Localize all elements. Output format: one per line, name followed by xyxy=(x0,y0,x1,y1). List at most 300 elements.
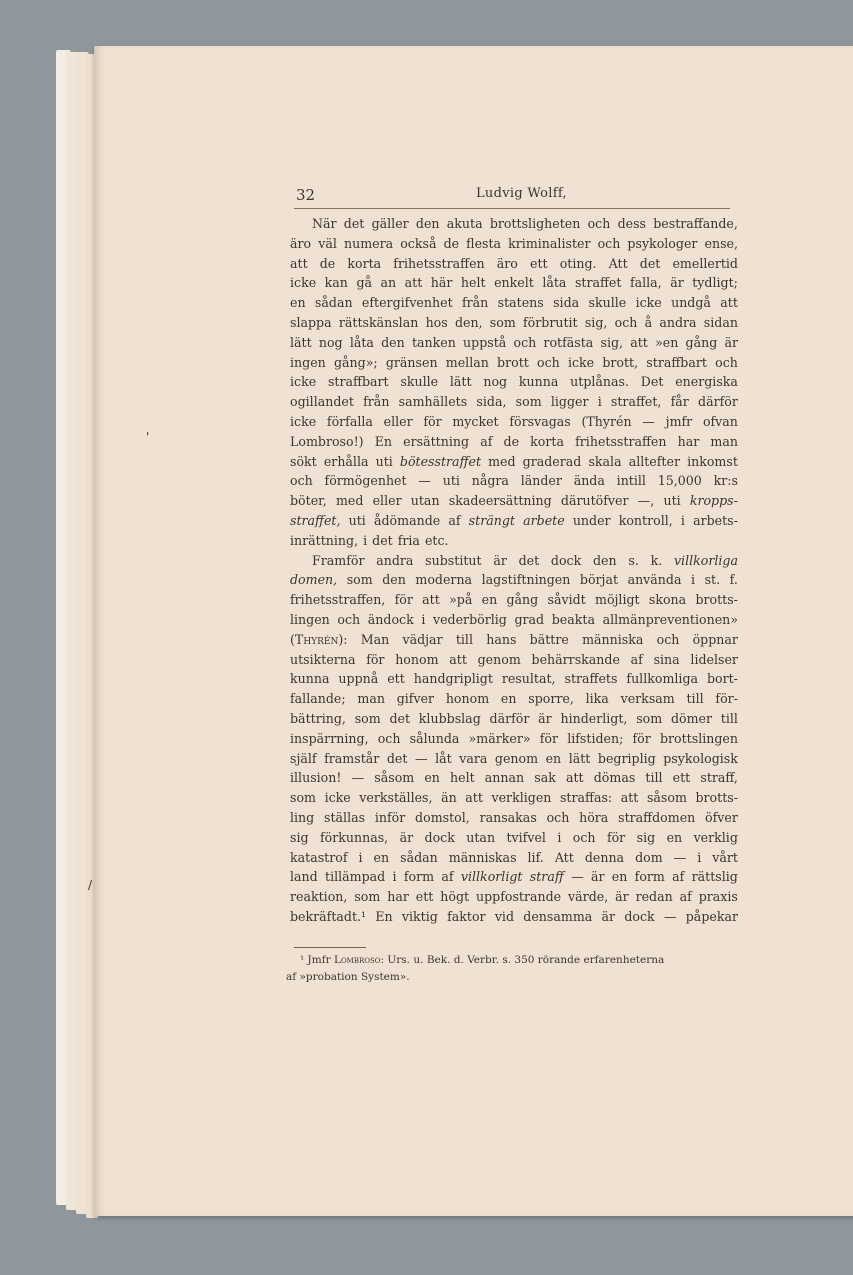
word: straffbart xyxy=(646,354,707,370)
word: reaktion, xyxy=(290,889,348,905)
text-line xyxy=(290,650,738,670)
word: resultat, xyxy=(501,671,556,687)
word: lifstiden; xyxy=(567,730,624,746)
word: låta xyxy=(542,275,567,291)
word: är xyxy=(601,908,616,924)
word: i xyxy=(392,869,397,885)
word: erfarenheterna xyxy=(583,954,665,966)
word: icke xyxy=(290,374,317,390)
word: låta xyxy=(349,334,374,350)
word: Bek. xyxy=(426,954,454,966)
word: »probation xyxy=(299,971,361,983)
word: af xyxy=(672,869,685,885)
word: det xyxy=(343,216,365,231)
word: helt xyxy=(450,770,475,786)
word: straffdomen xyxy=(618,809,696,825)
word: bötesstraffet xyxy=(399,453,481,469)
word: och xyxy=(377,730,401,746)
word: straffets xyxy=(564,671,618,687)
word: brott xyxy=(497,354,529,370)
word: moderna xyxy=(415,572,473,588)
word: dock xyxy=(550,552,582,568)
word: låt xyxy=(435,750,452,766)
word: skona xyxy=(648,592,687,608)
word: äro xyxy=(290,235,312,251)
text-line xyxy=(290,412,738,432)
text-line xyxy=(290,828,738,848)
word: 15,000 xyxy=(657,473,702,489)
word: tanken xyxy=(411,334,456,350)
word: ett xyxy=(672,770,691,786)
word: — xyxy=(351,770,365,786)
word: rörande xyxy=(537,954,584,966)
word: lif. xyxy=(527,849,544,865)
word: sig xyxy=(636,829,656,845)
word: hos xyxy=(425,314,448,330)
word: eftergifvenhet xyxy=(361,295,453,311)
word: därför xyxy=(698,394,738,410)
word: de xyxy=(503,433,520,449)
word: uti xyxy=(663,493,681,509)
word: ling xyxy=(290,809,315,825)
word: öppnar xyxy=(692,631,738,647)
word: har xyxy=(677,433,700,449)
word: eller xyxy=(372,493,402,509)
word: tillämpad xyxy=(325,869,386,885)
word: dömer xyxy=(670,710,713,726)
word: domstol, xyxy=(415,809,470,825)
word: faktor xyxy=(447,908,486,924)
word: lagstiftningen xyxy=(481,572,571,588)
word: som xyxy=(354,710,381,726)
word: bort- xyxy=(706,671,738,687)
word: Man xyxy=(360,631,390,647)
word: —, xyxy=(637,493,655,509)
word: är xyxy=(493,552,507,568)
word: bekräftadt.¹ xyxy=(290,908,367,924)
word: som xyxy=(636,710,663,726)
word: behärrskande xyxy=(531,651,620,667)
word: villkorliga xyxy=(673,552,738,568)
word: verklig xyxy=(693,829,738,845)
word: en xyxy=(545,750,562,766)
word: st. xyxy=(704,572,721,588)
word: inspärrning, xyxy=(290,730,369,746)
word: ransakas xyxy=(479,809,537,825)
word: det xyxy=(389,710,411,726)
word: sig xyxy=(290,829,309,845)
word: som xyxy=(515,394,542,410)
word: sida xyxy=(553,295,580,311)
word: eller xyxy=(383,413,413,429)
word: och xyxy=(656,631,680,647)
word: Jmfr xyxy=(307,954,334,966)
word: i xyxy=(363,532,368,548)
margin-mark: / xyxy=(88,878,93,892)
word: ¹ xyxy=(300,954,308,966)
word: såsom xyxy=(374,770,415,786)
word: »märker» xyxy=(468,730,531,746)
word: straff, xyxy=(700,770,738,786)
word: straffbart xyxy=(327,374,389,390)
word: sak xyxy=(534,770,556,786)
word: som xyxy=(489,314,516,330)
word: uti xyxy=(348,512,366,528)
word: jmfr xyxy=(665,413,693,429)
word: vädjar xyxy=(402,631,443,647)
word: form xyxy=(403,869,435,885)
word: gång xyxy=(506,592,539,608)
word: densamma xyxy=(523,908,593,924)
word: ändock xyxy=(367,611,414,627)
word: värde, xyxy=(568,889,609,905)
word: kriminalister xyxy=(508,235,591,251)
word: verkställes, xyxy=(359,790,433,806)
word: påpekar xyxy=(685,908,738,924)
text-line xyxy=(290,709,738,729)
word: korta xyxy=(347,255,382,271)
word: straff xyxy=(529,869,564,885)
word: af xyxy=(679,889,692,905)
word: brotts- xyxy=(695,790,738,806)
word: det xyxy=(518,552,540,568)
word: graderad xyxy=(522,453,582,469)
word: sådan xyxy=(314,295,353,311)
word: En xyxy=(375,908,393,924)
text-line xyxy=(290,214,738,234)
word: uppnå xyxy=(338,671,379,687)
word: »på xyxy=(449,592,473,608)
text-line xyxy=(290,392,738,412)
word: och xyxy=(614,314,638,330)
word: har xyxy=(387,889,409,905)
word: an xyxy=(380,275,397,291)
running-head: Ludvig Wolff, xyxy=(476,186,567,201)
word: sig, xyxy=(584,314,608,330)
word: lingen xyxy=(290,611,330,627)
word: sina xyxy=(653,651,680,667)
word: såsom xyxy=(646,790,687,806)
margin-mark: ' xyxy=(146,430,150,444)
word: tydligt; xyxy=(692,275,738,291)
word: straffas: xyxy=(559,790,613,806)
word: form xyxy=(634,869,665,885)
word: människas xyxy=(448,849,517,865)
word: är xyxy=(538,710,552,726)
word: lätt xyxy=(449,374,472,390)
text-line xyxy=(290,511,738,531)
text-line xyxy=(290,610,738,630)
word: undgå xyxy=(671,295,711,311)
word: utan xyxy=(410,493,440,509)
text-line xyxy=(290,689,738,709)
word: icke xyxy=(635,295,662,311)
word: använda xyxy=(627,572,682,588)
word: fallande; xyxy=(290,691,346,707)
word: öfver xyxy=(705,809,738,825)
word: såvidt xyxy=(547,592,586,608)
word: i xyxy=(697,849,702,865)
text-line xyxy=(290,788,738,808)
word: f. xyxy=(729,572,738,588)
footnotes xyxy=(286,952,740,986)
word: en xyxy=(424,770,440,786)
word: nog xyxy=(483,374,508,390)
word: skala xyxy=(588,453,622,469)
word: en xyxy=(290,295,306,311)
word: klubbslag xyxy=(418,710,481,726)
word: — xyxy=(642,413,655,429)
word: ense, xyxy=(704,235,738,251)
word: lätt xyxy=(290,334,312,350)
word: illusion! xyxy=(290,770,342,786)
word: dom xyxy=(635,849,663,865)
word: de xyxy=(443,235,460,251)
word: verkligen xyxy=(491,790,552,806)
word: Lombroso: xyxy=(333,954,388,966)
word: ett xyxy=(415,889,434,905)
word: utsikterna xyxy=(290,651,356,667)
word: man xyxy=(357,691,385,707)
word: kunna xyxy=(518,374,559,390)
footnote-line xyxy=(286,969,740,986)
word: tvifvel xyxy=(506,829,546,845)
word: lika xyxy=(585,691,609,707)
word: kropps- xyxy=(689,493,738,509)
word: som xyxy=(290,790,316,806)
word: här xyxy=(430,275,453,291)
word: sporre, xyxy=(528,691,574,707)
word: börjat xyxy=(579,572,619,588)
word: Att xyxy=(554,849,574,865)
text-line xyxy=(290,293,738,313)
word: i xyxy=(421,611,426,627)
word: mellan xyxy=(445,354,489,370)
word: för xyxy=(632,730,651,746)
word: enkelt xyxy=(494,275,534,291)
text-line xyxy=(290,848,738,868)
word: med xyxy=(335,493,364,509)
word: också xyxy=(400,235,437,251)
word: människa xyxy=(582,631,644,647)
word: honom xyxy=(445,691,490,707)
word: af xyxy=(630,651,643,667)
word: u. xyxy=(413,954,427,966)
word: och xyxy=(587,216,611,231)
footnote-line xyxy=(300,952,740,969)
word: som xyxy=(346,572,373,588)
word: för xyxy=(423,413,442,429)
word: viktig xyxy=(401,908,438,924)
word: (Thyrén xyxy=(581,413,632,429)
word: kunna xyxy=(290,671,330,687)
word: — xyxy=(571,869,584,885)
text-line xyxy=(290,313,738,333)
word: att xyxy=(422,592,440,608)
word: intill xyxy=(616,473,646,489)
word: uti xyxy=(442,473,460,489)
word: den xyxy=(592,552,617,568)
word: i xyxy=(597,394,602,410)
page-header xyxy=(294,186,736,208)
word: är xyxy=(670,275,684,291)
word: en xyxy=(481,592,498,608)
word: skulle xyxy=(588,295,627,311)
word: bättring, xyxy=(290,710,346,726)
word: sålunda xyxy=(409,730,460,746)
word: till xyxy=(720,710,738,726)
word: dess xyxy=(617,216,647,231)
footnote-rule xyxy=(294,947,366,948)
word: ogillandet xyxy=(290,394,354,410)
word: vederbörlig xyxy=(432,611,507,627)
word: utplånas. xyxy=(570,374,630,390)
word: en xyxy=(611,869,628,885)
word: böter, xyxy=(290,493,327,509)
text-line xyxy=(290,353,738,373)
word: straffet, xyxy=(290,512,341,528)
word: d. xyxy=(453,954,468,966)
word: från xyxy=(461,295,489,311)
text-line xyxy=(290,531,738,551)
word: för xyxy=(539,730,559,746)
word: därutöfver xyxy=(560,493,629,509)
word: s. xyxy=(628,552,639,568)
word: uppfostrande xyxy=(475,889,562,905)
word: äro xyxy=(496,255,518,271)
word: får xyxy=(670,394,689,410)
text-line xyxy=(290,669,738,689)
word: af xyxy=(286,971,300,983)
page-number: 32 xyxy=(296,186,316,204)
word: från xyxy=(363,394,390,410)
word: höra xyxy=(579,809,609,825)
word: hans xyxy=(486,631,517,647)
word: skadeersättning xyxy=(448,493,552,509)
word: brott, xyxy=(602,354,639,370)
word: frihetsstraffen, xyxy=(290,592,386,608)
word: När xyxy=(312,216,337,231)
word: kan xyxy=(324,275,348,291)
word: som xyxy=(354,889,381,905)
word: icke xyxy=(324,790,351,806)
word: dock xyxy=(624,908,655,924)
word: — xyxy=(414,750,428,766)
word: ett xyxy=(387,671,405,687)
word: allmänpreventionen» xyxy=(602,611,738,627)
word: ända xyxy=(573,473,605,489)
word: gång xyxy=(685,334,718,350)
word: skulle xyxy=(400,374,439,390)
word: sida, xyxy=(476,394,507,410)
text-line xyxy=(290,432,738,452)
word: uppstå xyxy=(463,334,507,350)
word: och xyxy=(337,611,361,627)
word: Urs. xyxy=(387,954,414,966)
word: de xyxy=(319,255,336,271)
word: ställas xyxy=(324,809,366,825)
word: praxis xyxy=(698,889,738,905)
word: hinderligt, xyxy=(560,710,628,726)
word: att xyxy=(620,790,639,806)
text-line xyxy=(290,867,738,887)
word: med xyxy=(488,453,516,469)
word: fria xyxy=(397,532,420,548)
body-text xyxy=(290,214,738,927)
word: gränsen xyxy=(385,354,438,370)
word: helt xyxy=(460,275,486,291)
word: vid xyxy=(494,908,515,924)
word: och xyxy=(572,829,596,845)
word: psykologisk xyxy=(663,750,738,766)
word: kontroll, xyxy=(618,512,673,528)
word: den xyxy=(415,216,440,231)
word: och xyxy=(597,235,621,251)
word: är xyxy=(399,829,414,845)
word: bättre xyxy=(529,631,569,647)
word: En xyxy=(374,433,393,449)
word: är xyxy=(615,889,629,905)
word: den, xyxy=(454,314,483,330)
word: denna xyxy=(584,849,625,865)
word: och xyxy=(537,354,560,370)
word: den xyxy=(381,334,405,350)
word: förbrutit xyxy=(523,314,578,330)
header-rule xyxy=(294,208,730,209)
word: arbets- xyxy=(693,512,738,528)
word: energiska xyxy=(675,374,738,390)
word: en xyxy=(373,849,390,865)
word: ådömande xyxy=(373,512,441,528)
word: (Thyrén): xyxy=(290,631,348,647)
word: det xyxy=(372,532,393,548)
text-line xyxy=(290,491,738,511)
word: handgripligt xyxy=(413,671,493,687)
word: alltefter xyxy=(628,453,680,469)
word: begriplig xyxy=(597,750,656,766)
word: nog xyxy=(318,334,343,350)
word: frihetsstraffen xyxy=(575,433,667,449)
word: land xyxy=(290,869,318,885)
word: frihetsstraffen xyxy=(393,255,485,271)
word: för- xyxy=(715,691,738,707)
text-line xyxy=(290,749,738,769)
word: 350 xyxy=(514,954,538,966)
word: gå xyxy=(356,275,373,291)
word: numera xyxy=(343,235,394,251)
word: annan xyxy=(484,770,525,786)
word: till xyxy=(645,770,663,786)
word: att xyxy=(449,651,467,667)
word: gifver xyxy=(396,691,435,707)
word: att xyxy=(465,790,483,806)
word: i xyxy=(691,572,696,588)
word: flesta xyxy=(466,235,502,251)
word: falla, xyxy=(629,275,662,291)
word: domen, xyxy=(290,572,338,588)
text-line xyxy=(290,590,738,610)
word: än xyxy=(441,790,457,806)
word: icke xyxy=(290,275,317,291)
word: och xyxy=(715,354,738,370)
word: länder xyxy=(520,473,562,489)
word: för xyxy=(394,592,413,608)
word: akuta xyxy=(446,216,483,231)
text-line xyxy=(290,333,738,353)
word: sådan xyxy=(400,849,438,865)
word: Att xyxy=(608,255,628,271)
word: att xyxy=(630,334,648,350)
